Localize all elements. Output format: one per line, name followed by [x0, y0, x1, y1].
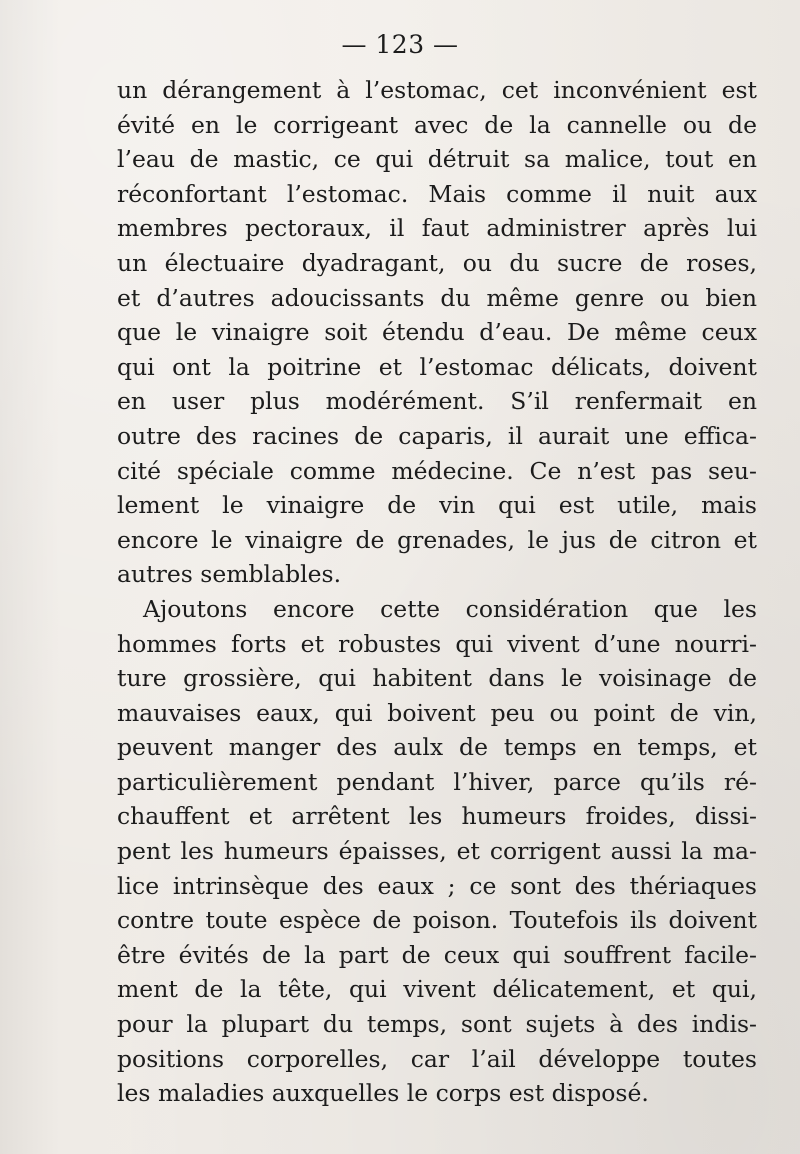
text-line: pent les humeurs épaisses, et corrigent aussi la ma- [117, 837, 757, 866]
text-line: qui ont la poitrine et l’estomac délicats, doivent [117, 352, 757, 381]
text-line: outre des racines de caparis, il aurait une effica- [117, 421, 757, 450]
text-line: lice intrinsèque des eaux ; ce sont des thériaques [117, 871, 757, 900]
text-line: évité en le corrigeant avec de la cannelle ou de [117, 110, 757, 139]
text-line: particulièrement pendant l’hiver, parce qu’ils ré- [117, 767, 757, 796]
text-line: ment de la tête, qui vivent délicatement, et qui, [117, 975, 757, 1004]
text-line: que le vinaigre soit étendu d’eau. De même ceux [117, 318, 757, 347]
text-line: lement le vinaigre de vin qui est utile, mais [117, 491, 757, 520]
text-line: l’eau de mastic, ce qui détruit sa malice, tout en [117, 145, 757, 174]
body-text [117, 73, 757, 1111]
text-line: un électuaire dyadragant, ou du sucre de roses, [117, 248, 757, 277]
text-line: contre toute espèce de poison. Toutefois ils doivent [117, 906, 757, 935]
text-line: un dérangement à l’estomac, cet inconvénient est [117, 76, 757, 104]
text-line: cité spéciale comme médecine. Ce n’est pas seu- [117, 456, 757, 485]
text-line: hommes forts et robustes qui vivent d’une nourri- [117, 629, 757, 658]
text-line: et d’autres adoucissants du même genre ou bien [117, 283, 757, 312]
text-line: pour la plupart du temps, sont sujets à des indis- [117, 1010, 757, 1039]
text-line: réconfortant l’estomac. Mais comme il nuit aux [117, 179, 757, 208]
paragraph-2 [117, 592, 757, 1111]
text-line: être évités de la part de ceux qui souffrent facile- [117, 940, 757, 969]
paragraph-1 [117, 73, 757, 592]
text-line: ture grossière, qui habitent dans le voisinage de [117, 664, 757, 693]
text-line: les maladies auxquelles le corps est disposé. [117, 1079, 649, 1108]
text-line: en user plus modérément. S’il renfermait en [117, 387, 757, 416]
text-line: encore le vinaigre de grenades, le jus de citron et [117, 525, 757, 554]
text-line: autres semblables. [117, 560, 342, 589]
text-line: chauffent et arrêtent les humeurs froides, dissi- [117, 802, 757, 831]
text-line: membres pectoraux, il faut administrer après lui [117, 214, 757, 243]
page-number: — 123 — [341, 30, 459, 59]
text-line: Ajoutons encore cette considération que les [143, 594, 757, 623]
text-line: peuvent manger des aulx de temps en temps, et [117, 733, 757, 762]
text-line: mauvaises eaux, qui boivent peu ou point de vin, [117, 698, 757, 727]
text-line: positions corporelles, car l’ail développe toutes [117, 1044, 757, 1073]
